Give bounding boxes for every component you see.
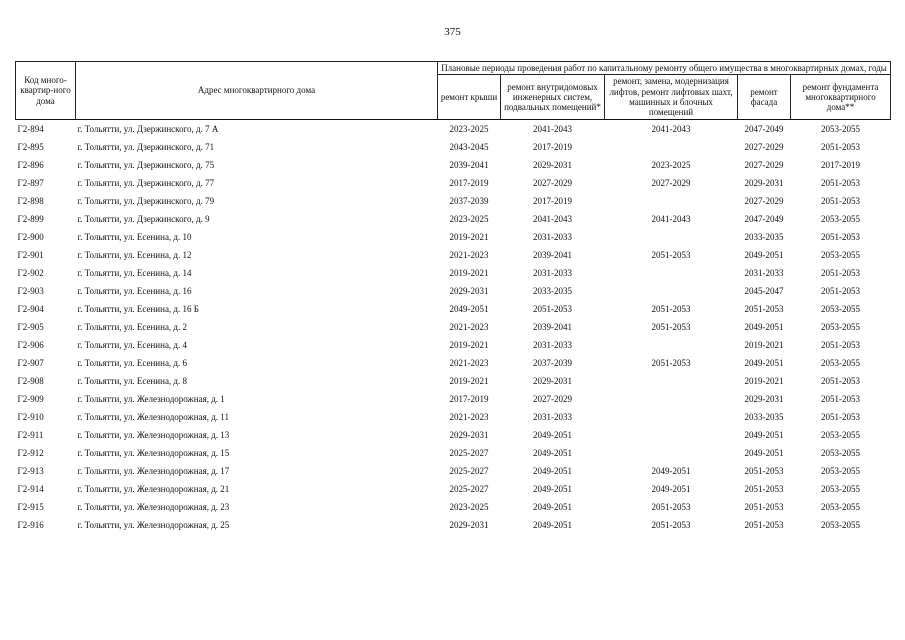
cell-elevators [605, 228, 738, 246]
table-row [16, 192, 891, 210]
cell-roof: 2039-2041 [449, 159, 489, 170]
cell-roof: 2017-2019 [449, 177, 489, 188]
cell-engineering: 2037-2039 [533, 357, 572, 368]
cell-code: Г2-901 [17, 249, 44, 260]
cell-engineering: 2041-2043 [533, 123, 572, 134]
cell-facade: 2029-2031 [744, 177, 784, 188]
cell-elevators: 2051-2053 [651, 501, 691, 512]
cell-engineering: 2031-2033 [533, 411, 572, 422]
cell-engineering: 2051-2053 [533, 303, 572, 314]
cell-address: г. Тольятти, ул. Железнодорожная, д. 13 [77, 429, 230, 440]
cell-address: г. Тольятти, ул. Железнодорожная, д. 21 [77, 483, 230, 494]
cell-address: г. Тольятти, ул. Железнодорожная, д. 25 [77, 519, 230, 530]
cell-facade: 2031-2033 [744, 267, 784, 278]
cell-foundation: 2053-2055 [821, 249, 861, 260]
table-row [16, 516, 891, 534]
cell-address: г. Тольятти, ул. Дзержинского, д. 71 [77, 141, 215, 152]
cell-roof: 2021-2023 [449, 321, 489, 332]
cell-address: г. Тольятти, ул. Есенина, д. 4 [77, 339, 188, 350]
cell-roof: 2025-2027 [449, 447, 489, 458]
cell-elevators [605, 192, 738, 210]
cell-address: г. Тольятти, ул. Железнодорожная, д. 11 [77, 411, 229, 422]
cell-elevators [605, 390, 738, 408]
cell-address: г. Тольятти, ул. Дзержинского, д. 77 [77, 177, 215, 188]
cell-address: г. Тольятти, ул. Дзержинского, д. 7 А [77, 123, 219, 134]
cell-foundation: 2053-2055 [821, 123, 861, 134]
cell-elevators: 2051-2053 [651, 519, 691, 530]
cell-address: г. Тольятти, ул. Есенина, д. 10 [77, 231, 192, 242]
cell-foundation: 2051-2053 [821, 195, 861, 206]
cell-facade: 2033-2035 [744, 411, 784, 422]
table-row [16, 210, 891, 228]
cell-address: г. Тольятти, ул. Есенина, д. 12 [77, 249, 192, 260]
table-row [16, 336, 891, 354]
cell-code: Г2-903 [17, 285, 44, 296]
table-body [16, 119, 891, 534]
cell-roof: 2019-2021 [449, 375, 489, 386]
cell-facade: 2051-2053 [744, 465, 784, 476]
cell-facade: 2051-2053 [744, 501, 784, 512]
table-row [16, 174, 891, 192]
cell-code: Г2-910 [17, 411, 44, 422]
cell-engineering: 2049-2051 [533, 483, 572, 494]
header-address: Адрес многоквартирного дома [76, 62, 438, 120]
cell-foundation: 2053-2055 [821, 429, 861, 440]
cell-foundation: 2051-2053 [821, 141, 861, 152]
cell-engineering: 2031-2033 [533, 339, 572, 350]
table-row [16, 246, 891, 264]
cell-address: г. Тольятти, ул. Железнодорожная, д. 15 [77, 447, 230, 458]
header-facade: ремонт фасада [738, 75, 791, 119]
cell-code: Г2-914 [17, 483, 44, 494]
table-row [16, 408, 891, 426]
cell-code: Г2-895 [17, 141, 44, 152]
header-elevators: ремонт, замена, модернизация лифтов, ремонт лифтовых шахт, машинных и блочных помещений [605, 75, 738, 119]
cell-elevators: 2051-2053 [651, 303, 691, 314]
cell-engineering: 2049-2051 [533, 447, 572, 458]
cell-elevators: 2041-2043 [651, 123, 691, 134]
cell-facade: 2047-2049 [744, 123, 784, 134]
cell-address: г. Тольятти, ул. Есенина, д. 16 Б [77, 303, 199, 314]
header-planned-periods: Плановые периоды проведения работ по капитальному ремонту общего имущества в многоквартирных домах, годы [438, 62, 891, 75]
table-row [16, 300, 891, 318]
cell-elevators [605, 372, 738, 390]
cell-engineering: 2017-2019 [533, 195, 572, 206]
cell-address: г. Тольятти, ул. Есенина, д. 16 [77, 285, 192, 296]
cell-roof: 2021-2023 [449, 357, 489, 368]
cell-foundation: 2053-2055 [821, 303, 861, 314]
table-row [16, 480, 891, 498]
cell-address: г. Тольятти, ул. Дзержинского, д. 79 [77, 195, 215, 206]
cell-foundation: 2053-2055 [821, 357, 861, 368]
cell-elevators: 2051-2053 [651, 249, 691, 260]
table-row [16, 282, 891, 300]
cell-facade: 2049-2051 [744, 249, 784, 260]
cell-roof: 2037-2039 [449, 195, 489, 206]
cell-roof: 2017-2019 [449, 393, 489, 404]
cell-code: Г2-899 [17, 213, 44, 224]
cell-elevators [605, 408, 738, 426]
cell-facade: 2045-2047 [744, 285, 784, 296]
cell-engineering: 2017-2019 [533, 141, 572, 152]
cell-engineering: 2029-2031 [533, 159, 572, 170]
cell-elevators [605, 426, 738, 444]
cell-roof: 2021-2023 [449, 249, 489, 260]
cell-engineering: 2027-2029 [533, 393, 572, 404]
table-row [16, 228, 891, 246]
cell-engineering: 2049-2051 [533, 519, 572, 530]
cell-roof: 2025-2027 [449, 483, 489, 494]
cell-address: г. Тольятти, ул. Дзержинского, д. 75 [77, 159, 215, 170]
cell-code: Г2-898 [17, 195, 44, 206]
cell-code: Г2-915 [17, 501, 44, 512]
cell-facade: 2019-2021 [744, 375, 784, 386]
header-foundation: ремонт фундамента многоквартирного дома** [791, 75, 891, 119]
cell-address: г. Тольятти, ул. Железнодорожная, д. 17 [77, 465, 230, 476]
cell-facade: 2049-2051 [744, 429, 784, 440]
cell-address: г. Тольятти, ул. Железнодорожная, д. 23 [77, 501, 230, 512]
cell-foundation: 2051-2053 [821, 339, 861, 350]
cell-foundation: 2051-2053 [821, 411, 861, 422]
cell-engineering: 2033-2035 [533, 285, 572, 296]
cell-elevators [605, 282, 738, 300]
table-row [16, 372, 891, 390]
cell-engineering: 2049-2051 [533, 429, 572, 440]
cell-roof: 2023-2025 [449, 213, 489, 224]
cell-roof: 2029-2031 [449, 285, 489, 296]
cell-engineering: 2041-2043 [533, 213, 572, 224]
cell-foundation: 2053-2055 [821, 213, 861, 224]
cell-engineering: 2029-2031 [533, 375, 572, 386]
cell-foundation: 2051-2053 [821, 375, 861, 386]
cell-code: Г2-912 [17, 447, 44, 458]
page-number: 375 [444, 26, 461, 38]
cell-foundation: 2053-2055 [821, 501, 861, 512]
cell-foundation: 2051-2053 [821, 393, 861, 404]
table-row [16, 318, 891, 336]
cell-roof: 2029-2031 [449, 429, 489, 440]
cell-address: г. Тольятти, ул. Железнодорожная, д. 1 [77, 393, 225, 404]
cell-elevators [605, 138, 738, 156]
cell-code: Г2-905 [17, 321, 44, 332]
cell-elevators: 2051-2053 [651, 357, 691, 368]
table-row [16, 498, 891, 516]
cell-facade: 2051-2053 [744, 303, 784, 314]
cell-foundation: 2051-2053 [821, 285, 861, 296]
cell-code: Г2-907 [17, 357, 44, 368]
cell-engineering: 2031-2033 [533, 267, 572, 278]
cell-address: г. Тольятти, ул. Есенина, д. 14 [77, 267, 192, 278]
cell-facade: 2049-2051 [744, 447, 784, 458]
cell-foundation: 2053-2055 [821, 447, 861, 458]
table-row [16, 390, 891, 408]
table-row [16, 119, 891, 138]
cell-code: Г2-897 [17, 177, 44, 188]
cell-code: Г2-908 [17, 375, 44, 386]
cell-address: г. Тольятти, ул. Дзержинского, д. 9 [77, 213, 210, 224]
cell-foundation: 2053-2055 [821, 519, 861, 530]
header-engineering: ремонт внутридомовых инженерных систем, подвальных помещений* [501, 75, 605, 119]
cell-elevators [605, 444, 738, 462]
cell-code: Г2-902 [17, 267, 44, 278]
cell-foundation: 2051-2053 [821, 267, 861, 278]
cell-facade: 2033-2035 [744, 231, 784, 242]
cell-code: Г2-900 [17, 231, 44, 242]
cell-code: Г2-896 [17, 159, 44, 170]
cell-facade: 2027-2029 [744, 195, 784, 206]
cell-code: Г2-904 [17, 303, 44, 314]
cell-facade: 2019-2021 [744, 339, 784, 350]
cell-foundation: 2053-2055 [821, 483, 861, 494]
table-header [16, 62, 891, 120]
cell-code: Г2-906 [17, 339, 44, 350]
cell-roof: 2023-2025 [449, 501, 489, 512]
cell-address: г. Тольятти, ул. Есенина, д. 2 [77, 321, 188, 332]
cell-code: Г2-909 [17, 393, 44, 404]
cell-elevators: 2051-2053 [651, 321, 691, 332]
header-roof: ремонт крыши [438, 75, 501, 119]
cell-code: Г2-894 [17, 123, 44, 134]
cell-elevators [605, 264, 738, 282]
cell-elevators [605, 336, 738, 354]
cell-facade: 2029-2031 [744, 393, 784, 404]
capital-repair-schedule-table [15, 61, 891, 534]
cell-engineering: 2027-2029 [533, 177, 572, 188]
table-row [16, 156, 891, 174]
cell-roof: 2019-2021 [449, 231, 489, 242]
cell-facade: 2051-2053 [744, 483, 784, 494]
cell-foundation: 2053-2055 [821, 465, 861, 476]
table-row [16, 462, 891, 480]
cell-address: г. Тольятти, ул. Есенина, д. 6 [77, 357, 188, 368]
cell-code: Г2-913 [17, 465, 44, 476]
cell-roof: 2021-2023 [449, 411, 489, 422]
cell-roof: 2025-2027 [449, 465, 489, 476]
cell-facade: 2027-2029 [744, 159, 784, 170]
cell-engineering: 2031-2033 [533, 231, 572, 242]
cell-code: Г2-911 [17, 429, 44, 440]
cell-address: г. Тольятти, ул. Есенина, д. 8 [77, 375, 188, 386]
cell-roof: 2043-2045 [449, 141, 489, 152]
cell-roof: 2019-2021 [449, 267, 489, 278]
cell-roof: 2023-2025 [449, 123, 489, 134]
cell-facade: 2027-2029 [744, 141, 784, 152]
cell-elevators: 2049-2051 [651, 465, 691, 476]
cell-facade: 2049-2051 [744, 321, 784, 332]
cell-elevators: 2027-2029 [651, 177, 691, 188]
cell-engineering: 2039-2041 [533, 249, 572, 260]
cell-facade: 2049-2051 [744, 357, 784, 368]
cell-facade: 2047-2049 [744, 213, 784, 224]
cell-elevators: 2049-2051 [651, 483, 691, 494]
cell-engineering: 2049-2051 [533, 465, 572, 476]
cell-engineering: 2049-2051 [533, 501, 572, 512]
cell-roof: 2019-2021 [449, 339, 489, 350]
table-row [16, 426, 891, 444]
cell-elevators: 2023-2025 [651, 159, 691, 170]
cell-roof: 2049-2051 [449, 303, 489, 314]
header-code: Код много-квартир-ного дома [16, 62, 76, 120]
cell-foundation: 2053-2055 [821, 321, 861, 332]
table-row [16, 264, 891, 282]
cell-foundation: 2017-2019 [821, 159, 861, 170]
cell-roof: 2029-2031 [449, 519, 489, 530]
cell-engineering: 2039-2041 [533, 321, 572, 332]
cell-foundation: 2051-2053 [821, 177, 861, 188]
cell-foundation: 2051-2053 [821, 231, 861, 242]
table-row [16, 138, 891, 156]
cell-facade: 2051-2053 [744, 519, 784, 530]
table-row [16, 354, 891, 372]
cell-code: Г2-916 [17, 519, 44, 530]
cell-elevators: 2041-2043 [651, 213, 691, 224]
table-row [16, 444, 891, 462]
